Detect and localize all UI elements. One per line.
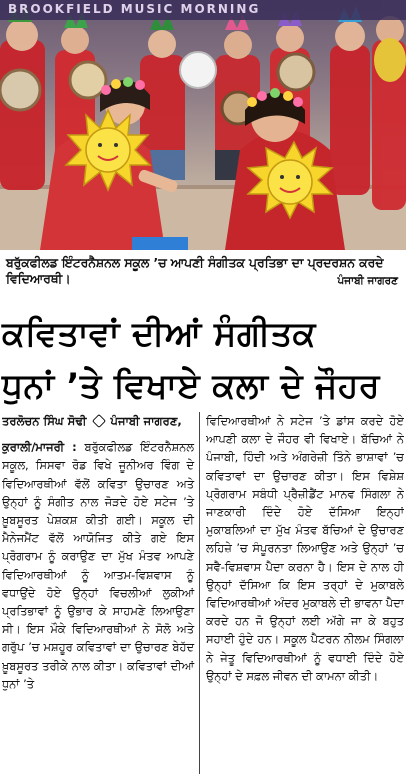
byline: [2, 412, 194, 430]
news-photo: [0, 0, 406, 250]
article-paragraph-left: [2, 438, 194, 693]
article-body: [2, 412, 404, 774]
dateline: ਕੁਰਾਲੀ/ਮਾਜਰੀ :: [2, 440, 77, 455]
article-column-left: [2, 412, 200, 774]
byline-paper: ਪੰਜਾਬੀ ਜਾਗਰਣ,: [110, 414, 182, 428]
article-text-right: ਵਿਦਿਆਰਥੀਆਂ ਨੇ ਸਟੇਜ ’ਤੇ ਡਾਂਸ ਕਰਦੇ ਹੋਏ ਆਪਣੀ ਕਲਾ ਦੇ ਜੌਹਰ ਵੀ ਵਿਖਾਏ। ਬੱਚਿਆਂ ਨੇ ਪੰਜਾਬੀ, ਹਿੰਦੀ ਅਤੇ ਅੰਗਰੇਜ਼ੀ ਤਿੰਨੇ ਭਾਸ਼ਾਵਾਂ ’ਚ ਕਵਿਤਾਵਾਂ ਦਾ ਉਚਾਰਣ ਕੀਤਾ। ਇਸ ਵਿਸ਼ੇਸ਼ ਪ੍ਰੋਗਰਾਮ ਸਬੰਧੀ ਪ੍ਰੈਜ਼ੀਡੈਂਟ ਮਾਨਵ ਸਿੰਗਲਾ ਨੇ ਜਾਣਕਾਰੀ ਦਿੰਦੇ ਹੋਏ ਦੱਸਿਆ ਇਨ੍ਹਾਂ ਮੁਕਾਬਲਿਆਂ ਦਾ ਮੁੱਖ ਮੰਤਵ ਬੱਚਿਆਂ ਦੇ ਉਚਾਰਣ ਲਹਿਜ਼ੇ ’ਚ ਸੰਪੂਰਨਤਾ ਲਿਆਉਣ ਅਤੇ ਉਨ੍ਹਾਂ ’ਚ ਸਵੈ-ਵਿਸ਼ਵਾਸ ਪੈਦਾ ਕਰਨਾ ਹੈ। ਇਸ ਦੇ ਨਾਲ ਹੀ ਉਨ੍ਹਾਂ ਦੱਸਿਆ ਕਿ ਇਸ ਤਰ੍ਹਾਂ ਦੇ ਮੁਕਾਬਲੇ ਵਿਦਿਆਰਥੀਆਂ ਅੰਦਰ ਮੁਕਾਬਲੇ ਦੀ ਭਾਵਨਾ ਪੈਦਾ ਕਰਦੇ ਹਨ ਜੋ ਉਨ੍ਹਾਂ ਲਈ ਅੱਗੇ ਜਾ ਕੇ ਬਹੁਤ ਸਹਾਈ ਹੁੰਦੇ ਹਨ। ਸਕੂਲ ਪੈਟਰਨ ਨੀਲਮ ਸਿੰਗਲਾ ਨੇ ਜੇਤੂ ਵਿਦਿਆਰਥੀਆਂ ਨੂੰ ਵਧਾਈ ਦਿੰਦੇ ਹੋਏ ਉਨ੍ਹਾਂ ਦੇ ਸਫ਼ਲ ਜੀਵਨ ਦੀ ਕਾਮਨਾ ਕੀਤੀ।: [206, 414, 404, 683]
headline: [0, 308, 400, 412]
photo-credit: ਪੰਜਾਬੀ ਜਾਗਰਣ: [337, 275, 398, 287]
article-column-right: [206, 412, 404, 774]
headline-line-1: ਕਵਿਤਾਵਾਂ ਦੀਆਂ ਸੰਗੀਤਕ: [1, 314, 317, 354]
photo-backdrop-banner: BROOKFIELD MUSIC MORNING: [0, 0, 406, 20]
headline-line-2: ਧੁਨਾਂ ’ਤੇ ਵਿਖਾਏ ਕਲਾ ਦੇ ਜੌਹਰ: [1, 366, 381, 406]
byline-author: ਤਰਲੋਚਨ ਸਿੰਘ ਸੋਢੀ: [2, 414, 87, 428]
photo-scene: [0, 0, 406, 250]
article-text-left: ਬਰੁੱਕਫੀਲਡ ਇੰਟਰਨੈਸ਼ਨਲ ਸਕੂਲ, ਸਿਸਵਾ ਰੋਡ ਵਿਖੇ ਜੂਨੀਅਰ ਵਿੰਗ ਦੇ ਵਿਦਿਆਰਥੀਆਂ ਵੱਲੋਂ ਕਵਿਤਾ ਉਚਾਰਣ ਅਤੇ ਉਨ੍ਹਾਂ ਨੂੰ ਸੰਗੀਤ ਨਾਲ ਜੋੜਦੇ ਹੋਏ ਸਟੇਜ ’ਤੇ ਖ਼ੂਬਸੂਰਤ ਪੇਸ਼ਕਸ਼ ਕੀਤੀ ਗਈ। ਸਕੂਲ ਦੀ ਮੈਨੇਜਮੈਂਟ ਵੱਲੋਂ ਆਯੋਜਿਤ ਕੀਤੇ ਗਏ ਇਸ ਪ੍ਰੋਗਰਾਮ ਨੂੰ ਕਰਾਉਣ ਦਾ ਮੁੱਖ ਮੰਤਵ ਆਪਣੇ ਵਿਦਿਆਰਥੀਆਂ ਨੂੰ ਆਤਮ-ਵਿਸ਼ਵਾਸ ਨੂੰ ਵਧਾਉਂਦੇ ਹੋਏ ਉਨ੍ਹਾਂ ਵਿਚਲੀਆਂ ਲੁਕੀਆਂ ਪ੍ਰਤਿਭਾਵਾਂ ਨੂੰ ਉਭਾਰ ਕੇ ਸਾਹਮਣੇ ਲਿਆਉਣਾ ਸੀ। ਇਸ ਮੌਕੇ ਵਿਦਿਆਰਥੀਆਂ ਨੇ ਸੋਲੋ ਅਤੇ ਗਰੁੱਪ ’ਚ ਮਸ਼ਹੂਰ ਕਵਿਤਾਵਾਂ ਦਾ ਉਚਾਰਣ ਬੇਹੱਦ ਖ਼ੂਬਸੂਰਤ ਤਰੀਕੇ ਨਾਲ ਕੀਤਾ। ਕਵਿਤਾਵਾਂ ਦੀਆਂ ਧੁਨਾਂ ’ਤੇ: [2, 440, 194, 691]
diamond-bullet-icon: [91, 414, 105, 428]
photo-caption: ਬਰੁੱਕਫੀਲਡ ਇੰਟਰਨੈਸ਼ਨਲ ਸਕੂਲ ’ਚ ਆਪਣੀ ਸੰਗੀਤਕ ਪ੍ਰਤਿਭਾ ਦਾ ਪ੍ਰਦਰਸ਼ਨ ਕਰਦੇ ਵਿਦਿਆਰਥੀ।: [6, 256, 384, 286]
